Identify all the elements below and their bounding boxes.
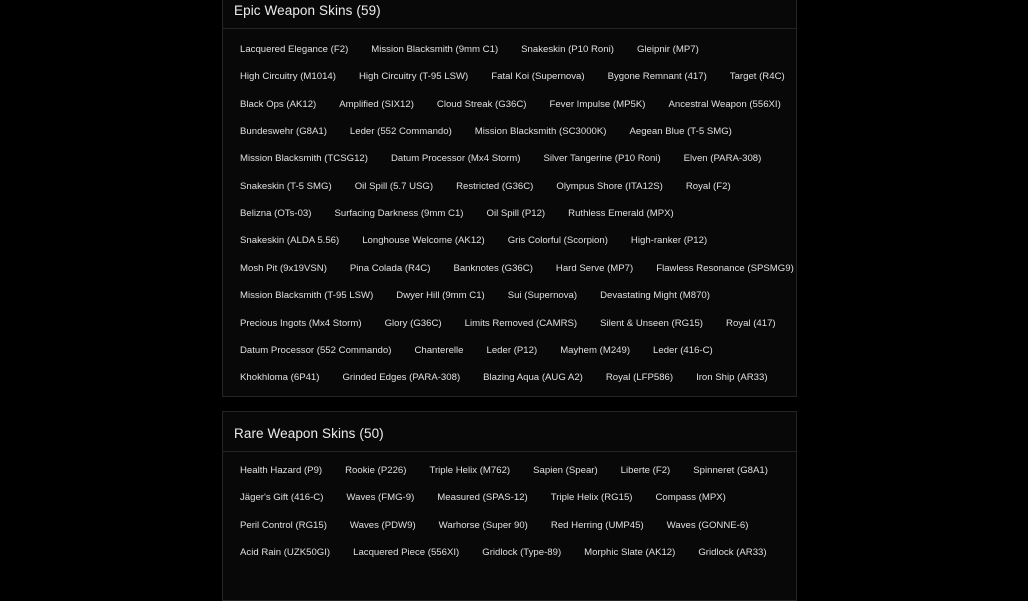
skin-chip[interactable]: Black Ops (AK12) <box>240 98 317 110</box>
epic-skins-row <box>223 263 796 290</box>
skin-chip[interactable]: Lacquered Elegance (F2) <box>240 44 349 55</box>
skin-chip[interactable]: Triple Helix (M762) <box>429 465 511 476</box>
skin-chip[interactable]: Hard Serve (MP7) <box>555 262 634 274</box>
skin-chip[interactable]: Fatal Koi (Supernova) <box>491 71 585 83</box>
skin-chip[interactable]: Sui (Supernova) <box>507 290 578 302</box>
skin-chip[interactable]: Waves (GONNE-6) <box>666 519 749 531</box>
skin-chip[interactable]: Mission Blacksmith (TCSG12) <box>240 153 368 165</box>
skin-chip[interactable]: High Circuitry (T-95 LSW) <box>358 71 469 83</box>
skin-chip[interactable]: Ancestral Weapon (556XI) <box>668 98 781 110</box>
skin-chip[interactable]: Royal (417) <box>726 317 776 329</box>
skin-chip[interactable]: Restricted (G36C) <box>456 180 534 192</box>
skin-chip[interactable]: Mission Blacksmith (T-95 LSW) <box>240 290 374 302</box>
skin-chip[interactable]: Acid Rain (UZK50GI) <box>240 547 331 559</box>
skin-chip[interactable]: Snakeskin (P10 Roni) <box>521 44 614 55</box>
epic-skins-header <box>223 0 796 29</box>
skin-chip[interactable]: Leder (416-C) <box>653 344 713 356</box>
skin-chip[interactable]: Oil Spill (P12) <box>486 208 546 220</box>
skin-chip[interactable]: Longhouse Welcome (AK12) <box>362 235 485 247</box>
epic-skins-title: Epic Weapon Skins (59) <box>234 3 381 18</box>
skin-chip[interactable]: Mosh Pit (9x19VSN) <box>240 262 327 274</box>
skin-chip[interactable]: Limits Removed (CAMRS) <box>464 317 578 329</box>
skin-chip[interactable]: Iron Ship (AR33) <box>696 372 768 384</box>
skin-chip[interactable]: Oil Spill (5.7 USG) <box>354 180 434 192</box>
rare-skins-row <box>223 520 796 547</box>
epic-skins-row <box>223 290 796 317</box>
epic-skins-row <box>223 126 796 153</box>
skin-chip[interactable]: Pina Colada (R4C) <box>349 262 431 274</box>
skin-chip[interactable]: Datum Processor (552 Commando) <box>240 344 392 356</box>
rare-skins-row <box>223 465 796 492</box>
rare-skins-title: Rare Weapon Skins (50) <box>234 426 384 441</box>
skin-chip[interactable]: Banknotes (G36C) <box>453 262 533 274</box>
skin-chip[interactable]: Peril Control (RG15) <box>240 519 327 531</box>
skin-chip[interactable]: Lacquered Piece (556XI) <box>353 547 460 559</box>
rare-skins-panel <box>222 411 797 601</box>
rare-skins-row <box>223 547 796 574</box>
epic-skins-row <box>223 372 796 399</box>
epic-skins-row <box>223 235 796 262</box>
skin-chip[interactable]: Flawless Resonance (SPSMG9) <box>656 262 794 274</box>
skin-chip[interactable]: Aegean Blue (T-5 SMG) <box>629 126 732 138</box>
epic-skins-row <box>223 44 796 71</box>
skin-chip[interactable]: Glory (G36C) <box>384 317 442 329</box>
skin-chip[interactable]: Mayhem (M249) <box>560 344 631 356</box>
skin-chip[interactable]: Fever Impulse (MP5K) <box>549 98 646 110</box>
skin-chip[interactable]: Bygone Remnant (417) <box>607 71 707 83</box>
skin-chip[interactable]: High Circuitry (M1014) <box>240 71 336 83</box>
epic-skins-row <box>223 181 796 208</box>
skin-chip[interactable]: Dwyer Hill (9mm C1) <box>396 290 485 302</box>
skin-chip[interactable]: Triple Helix (RG15) <box>550 492 633 504</box>
skin-chip[interactable]: Mission Blacksmith (9mm C1) <box>371 44 499 55</box>
epic-skins-row <box>223 71 796 98</box>
skin-chip[interactable]: Compass (MPX) <box>655 492 726 504</box>
skin-chip[interactable]: Elven (PARA-308) <box>683 153 762 165</box>
skin-chip[interactable]: Surfacing Darkness (9mm C1) <box>334 208 464 220</box>
skin-chip[interactable]: Gris Colorful (Scorpion) <box>507 235 608 247</box>
skin-chip[interactable]: Sapien (Spear) <box>533 465 598 476</box>
skin-chip[interactable]: Leder (552 Commando) <box>349 126 452 138</box>
skin-chip[interactable]: Gridlock (Type-89) <box>482 547 562 559</box>
skin-chip[interactable]: Bundeswehr (G8A1) <box>240 126 327 138</box>
skin-chip[interactable]: Snakeskin (ALDA 5.56) <box>240 235 340 247</box>
epic-skins-row <box>223 318 796 345</box>
rare-skins-row <box>223 492 796 519</box>
skin-chip[interactable]: Olympus Shore (ITA12S) <box>556 180 663 192</box>
skin-chip[interactable]: Belizna (OTs-03) <box>240 208 312 220</box>
skin-chip[interactable]: Morphic Slate (AK12) <box>584 547 676 559</box>
skin-chip[interactable]: Warhorse (Super 90) <box>438 519 528 531</box>
skin-chip[interactable]: Spinneret (G8A1) <box>693 465 768 476</box>
skin-chip[interactable]: Grinded Edges (PARA-308) <box>342 372 461 384</box>
skin-chip[interactable]: Mission Blacksmith (SC3000K) <box>474 126 607 138</box>
skin-chip[interactable]: Health Hazard (P9) <box>240 465 323 476</box>
epic-skins-panel <box>222 0 797 397</box>
skin-chip[interactable]: Jäger's Gift (416-C) <box>240 492 324 504</box>
skin-chip[interactable]: Devastating Might (M870) <box>600 290 710 302</box>
skin-chip[interactable]: Ruthless Emerald (MPX) <box>568 208 674 220</box>
skin-chip[interactable]: Royal (F2) <box>685 180 731 192</box>
skin-chip[interactable]: Cloud Streak (G36C) <box>436 98 527 110</box>
skin-chip[interactable]: Liberte (F2) <box>620 465 671 476</box>
rare-skins-header <box>223 412 796 452</box>
skin-chip[interactable]: Red Herring (UMP45) <box>550 519 644 531</box>
skin-chip[interactable]: Datum Processor (Mx4 Storm) <box>390 153 521 165</box>
epic-skins-row <box>223 153 796 180</box>
skin-chip[interactable]: Snakeskin (T-5 SMG) <box>240 180 332 192</box>
skin-chip[interactable]: Silver Tangerine (P10 Roni) <box>543 153 661 165</box>
skin-chip[interactable]: Waves (PDW9) <box>349 519 416 531</box>
skin-chip[interactable]: Target (R4C) <box>729 71 785 83</box>
skin-chip[interactable]: Gleipnir (MP7) <box>636 44 699 55</box>
epic-skins-row <box>223 99 796 126</box>
skin-chip[interactable]: Waves (FMG-9) <box>346 492 415 504</box>
skin-chip[interactable]: Royal (LFP586) <box>605 372 674 384</box>
skin-chip[interactable]: Khokhloma (6P41) <box>240 372 320 384</box>
skin-chip[interactable]: Chanterelle <box>414 344 464 356</box>
skin-chip[interactable]: High-ranker (P12) <box>630 235 708 247</box>
epic-skins-row <box>223 345 796 372</box>
skin-chip[interactable]: Blazing Aqua (AUG A2) <box>483 372 583 384</box>
skin-chip[interactable]: Amplified (SIX12) <box>339 98 414 110</box>
skin-chip[interactable]: Rookie (P226) <box>345 465 407 476</box>
skin-chip[interactable]: Measured (SPAS-12) <box>437 492 528 504</box>
skin-chip[interactable]: Silent & Unseen (RG15) <box>600 317 704 329</box>
skin-chip[interactable]: Precious Ingots (Mx4 Storm) <box>240 317 362 329</box>
skin-chip[interactable]: Leder (P12) <box>486 344 538 356</box>
skin-chip[interactable]: Gridlock (AR33) <box>698 547 767 559</box>
epic-skins-row <box>223 208 796 235</box>
